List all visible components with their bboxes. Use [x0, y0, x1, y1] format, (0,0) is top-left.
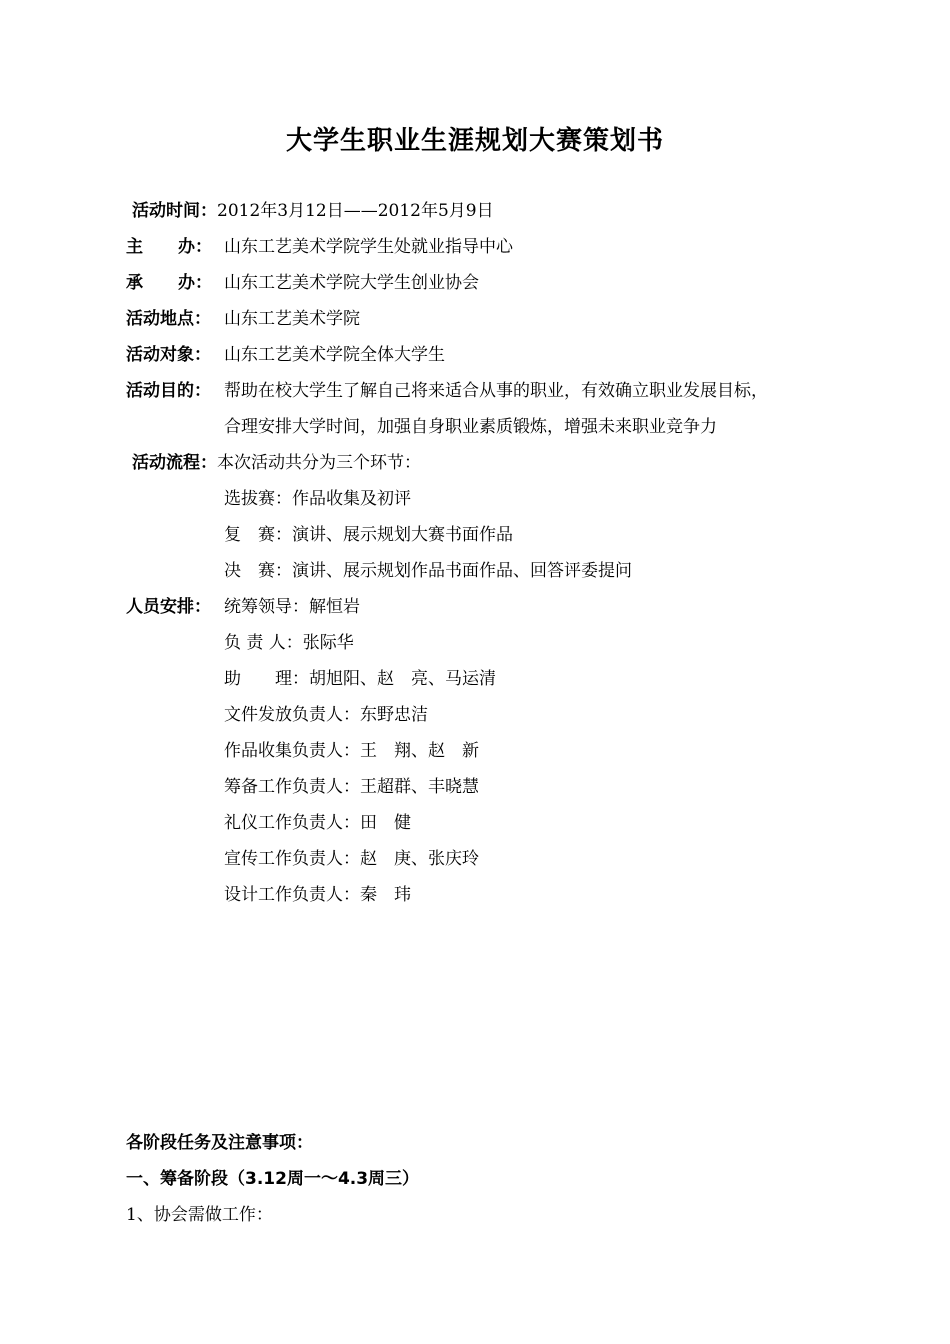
host-line: [126, 234, 513, 260]
staff-item: 助 理：胡旭阳、赵 亮、马运清: [224, 669, 496, 689]
process-intro: 本次活动共分为三个环节：: [217, 453, 421, 473]
organizer-line: [126, 270, 479, 296]
staff-item: 宣传工作负责人：赵 庚、张庆玲: [224, 849, 479, 869]
staff-line: [126, 594, 360, 620]
document-title: 大学生职业生涯规划大赛策划书: [285, 126, 664, 156]
stage-heading: 一、筹备阶段（3.12周一～4.3周三）: [126, 1169, 420, 1189]
staff-item: 文件发放负责人：东野忠洁: [224, 705, 428, 725]
organizer-value: 山东工艺美术学院大学生创业协会: [224, 273, 479, 293]
host-label-b: 办：: [178, 237, 212, 257]
process-label: 活动流程：: [132, 453, 217, 473]
staff-item: 礼仪工作负责人：田 健: [224, 813, 411, 833]
host-label-a: 主: [126, 237, 143, 257]
process-line: [132, 450, 421, 476]
process-step: 复 赛：演讲、展示规划大赛书面作品: [224, 525, 513, 545]
target-label: 活动对象：: [126, 345, 211, 365]
activity-time-value: 2012年3月12日——2012年5月9日: [217, 201, 494, 221]
staff-first: 统筹领导：解恒岩: [224, 597, 360, 617]
organizer-label-b: 办：: [178, 273, 212, 293]
purpose-text-1: 帮助在校大学生了解自己将来适合从事的职业，有效确立职业发展目标，: [224, 381, 768, 401]
host-value: 山东工艺美术学院学生处就业指导中心: [224, 237, 513, 257]
process-step: 选拔赛：作品收集及初评: [224, 489, 411, 509]
process-step: 决 赛：演讲、展示规划作品书面作品、回答评委提问: [224, 561, 632, 581]
staff-item: 负 责 人：张际华: [224, 633, 354, 653]
staff-item: 作品收集负责人：王 翔、赵 新: [224, 741, 479, 761]
purpose-line: [126, 378, 768, 404]
activity-time-line: [132, 198, 494, 224]
target-value: 山东工艺美术学院全体大学生: [224, 345, 445, 365]
target-line: [126, 342, 445, 368]
staff-item: 筹备工作负责人：王超群、丰晓慧: [224, 777, 479, 797]
list-item: 1、协会需做工作：: [126, 1205, 273, 1225]
staff-item: 设计工作负责人：秦 玮: [224, 885, 411, 905]
purpose-label: 活动目的：: [126, 381, 211, 401]
activity-time-label: 活动时间：: [132, 201, 217, 221]
place-label: 活动地点：: [126, 309, 211, 329]
place-line: [126, 306, 360, 332]
section-heading: 各阶段任务及注意事项：: [126, 1133, 313, 1153]
organizer-label-a: 承: [126, 273, 143, 293]
staff-label: 人员安排：: [126, 597, 211, 617]
purpose-text-2: 合理安排大学时间，加强自身职业素质锻炼，增强未来职业竞争力: [224, 417, 717, 437]
place-value: 山东工艺美术学院: [224, 309, 360, 329]
